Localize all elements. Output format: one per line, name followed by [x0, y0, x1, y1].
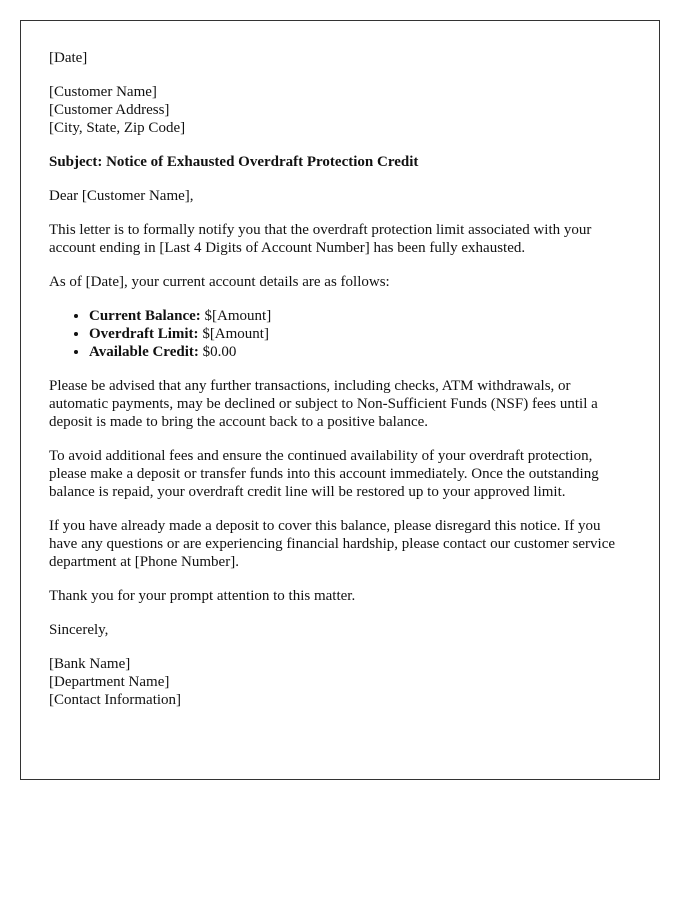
signature-department: [Department Name] — [49, 674, 170, 690]
recipient-address: [Customer Address] — [49, 102, 170, 118]
list-item — [89, 307, 631, 325]
list-item — [89, 343, 631, 361]
list-item — [89, 325, 631, 343]
advisory-paragraph: Please be advised that any further transactions, including checks, ATM withdrawals, or automatic payments, may be declined or subject to Non-Sufficient Funds (NSF) fees until a deposit is made to bring the account back to a positive balance. — [49, 378, 598, 430]
disregard-paragraph: If you have already made a deposit to cover this balance, please disregard this notice. If you have any questions or are experiencing financial hardship, please contact our customer service department at [Phone Number]. — [49, 518, 616, 570]
detail-label: Current Balance: — [89, 308, 201, 324]
recipient-name: [Customer Name] — [49, 84, 157, 100]
action-paragraph: To avoid additional fees and ensure the continued availability of your overdraft protection, please make a deposit or transfer funds into this account immediately. Once the outstanding balance is repaid, your overdraft credit line will be restored up to your approved limit. — [49, 448, 599, 500]
detail-value: $[Amount] — [200, 308, 272, 324]
detail-value: $0.00 — [198, 344, 237, 360]
thanks-paragraph: Thank you for your prompt attention to this matter. — [49, 588, 356, 604]
letter-salutation: Dear [Customer Name], — [49, 188, 194, 204]
recipient-block — [49, 83, 631, 137]
intro-paragraph: This letter is to formally notify you that the overdraft protection limit associated with your account ending in [Last 4 Digits of Account Number] has been fully exhausted. — [49, 222, 592, 256]
letter-closing: Sincerely, — [49, 622, 109, 638]
letter-date: [Date] — [49, 50, 88, 66]
recipient-city-state-zip: [City, State, Zip Code] — [49, 120, 186, 136]
signature-contact: [Contact Information] — [49, 692, 182, 708]
account-details-list — [49, 307, 631, 361]
detail-label: Overdraft Limit: — [89, 326, 199, 342]
details-intro-paragraph: As of [Date], your current account details are as follows: — [49, 274, 390, 290]
detail-label: Available Credit: — [89, 344, 199, 360]
signature-bank-name: [Bank Name] — [49, 656, 131, 672]
letter-subject: Subject: Notice of Exhausted Overdraft Protection Credit — [49, 154, 419, 170]
letter-page — [20, 20, 660, 780]
detail-value: $[Amount] — [198, 326, 269, 342]
signature-block — [49, 655, 631, 709]
